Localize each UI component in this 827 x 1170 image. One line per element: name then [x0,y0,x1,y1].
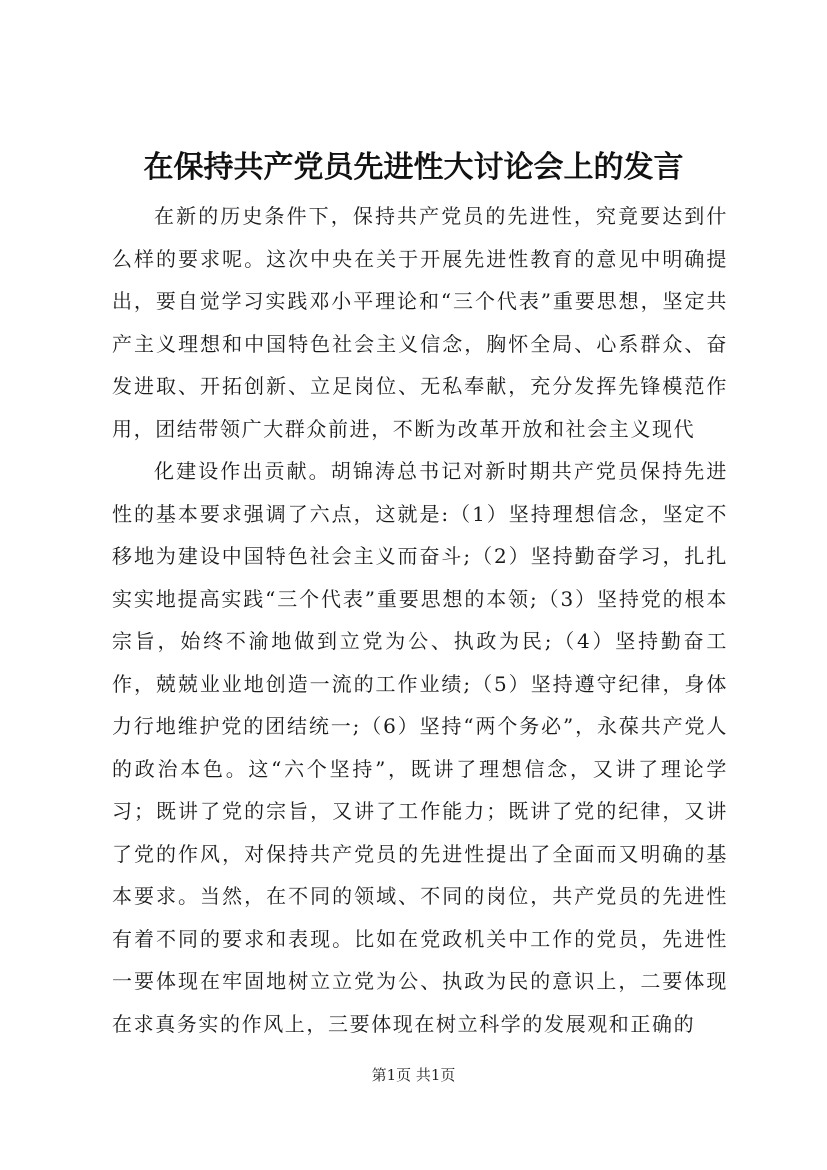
paragraph-2: 化建设作出贡献。胡锦涛总书记对新时期共产党员保持先进性的基本要求强调了六点，这就是:（1）坚持理想信念，坚定不移地为建设中国特色社会主义而奋斗;（2）坚持勤奋学习，扎扎实实地提高实践“三个代表”重要思想的本领;（3）坚持党的根本宗旨，始终不渝地做到立党为公、执政为民;（4）坚持勤奋工作，兢兢业业地创造一流的工作业绩;（5）坚持遵守纪律，身体力行地维护党的团结统一;（6）坚持“两个务必”，永葆共产党人的政治本色。这“六个坚持”，既讲了理想信念，又讲了理论学习；既讲了党的宗旨，又讲了工作能力；既讲了党的纪律，又讲了党的作风，对保持共产党员的先进性提出了全面而又明确的基本要求。当然，在不同的领域、不同的岗位，共产党员的先进性有着不同的要求和表现。比如在党政机关中工作的党员，先进性一要体现在牢固地树立立党为公、执政为民的意识上，二要体现在求真务实的作风上，三要体现在树立科学的发展观和正确的 [112,459,728,1036]
document-body [112,195,728,1045]
document-title: 在保持共产党员先进性大讨论会上的发言 [143,150,684,185]
paragraph-1: 在新的历史条件下，保持共产党员的先进性，究竟要达到什么样的要求呢。这次中央在关于开展先进性教育的意见中明确提出，要自觉学习实践邓小平理论和“三个代表”重要思想，坚定共产主义理想和中国特色社会主义信念，胸怀全局、心系群众、奋发进取、开拓创新、立足岗位、无私奉献，充分发挥先锋模范作用，团结带领广大群众前进，不断为改革开放和社会主义现代 [112,204,728,441]
page-footer: 第1页 共1页 [371,1066,456,1084]
